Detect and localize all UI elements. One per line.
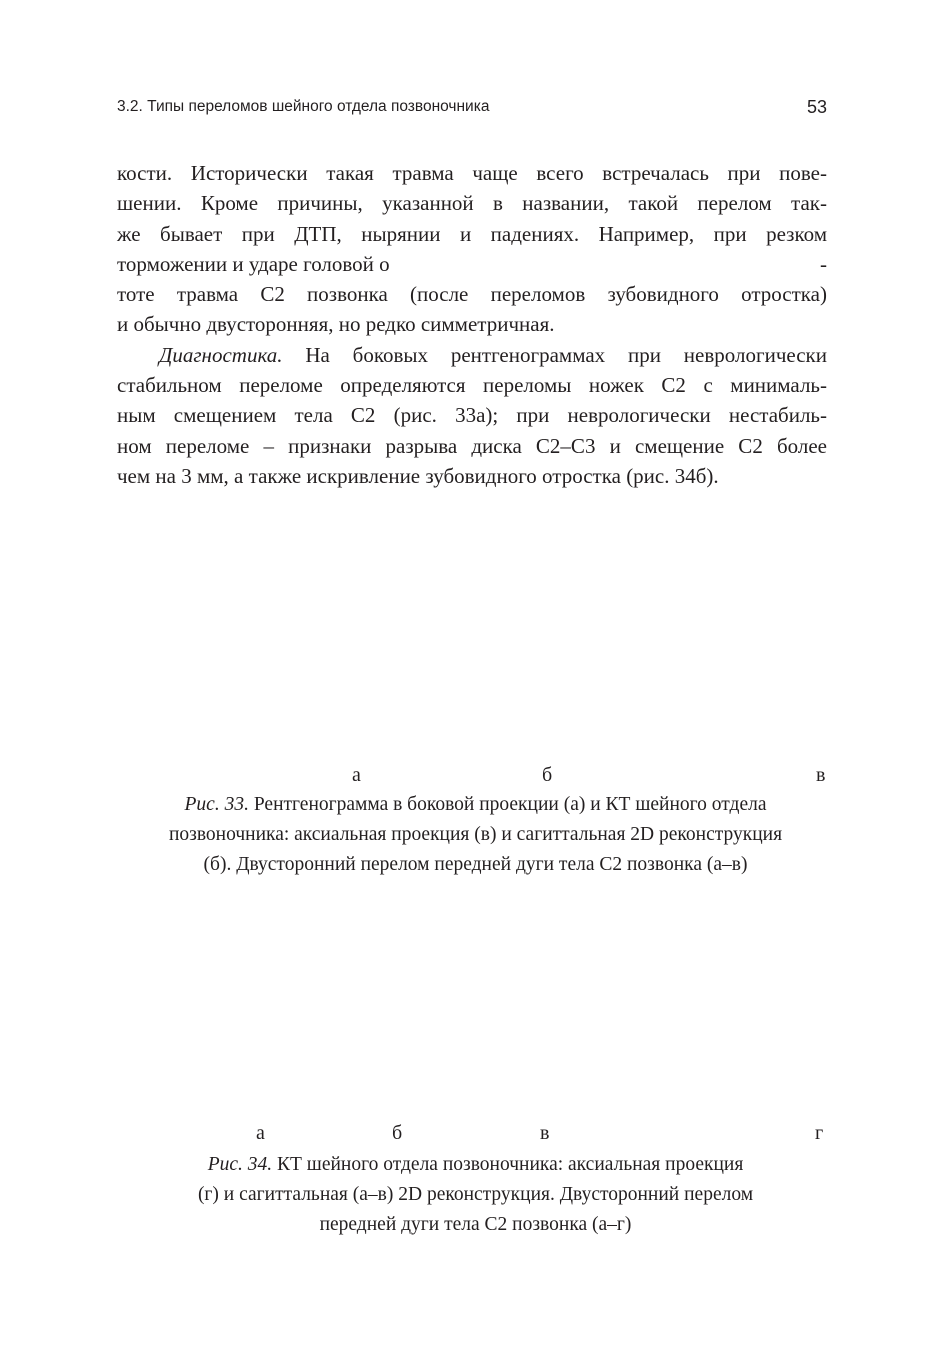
text-line xyxy=(117,400,827,430)
text-line xyxy=(117,219,827,249)
caption-line xyxy=(100,790,851,820)
caption-text: Рентгенограмма в боковой проекции (а) и КТ шейного отдела xyxy=(248,794,767,815)
text-line-content: торможении и ударе головой о xyxy=(117,251,390,276)
text-line-content: чем на 3 мм, а также искривление зубовидного отростка (рис. 34б). xyxy=(117,463,719,488)
figure-33-caption xyxy=(100,790,851,880)
section-title: 3.2. Типы переломов шейного отдела позвоночника xyxy=(117,98,490,115)
text-line xyxy=(117,340,827,370)
caption-figure-number: Рис. 34. xyxy=(207,1154,273,1175)
caption-line xyxy=(100,1150,851,1180)
panel-label-b: б xyxy=(542,764,553,786)
panel-label-v: в xyxy=(540,1122,550,1144)
text-line-content: ном переломе – признаки разрыва диска С2–С3 и смещение С2 более xyxy=(117,433,827,458)
text-line xyxy=(117,188,827,218)
figure-34-caption xyxy=(100,1150,851,1240)
panel-label-g: г xyxy=(815,1122,824,1144)
text-line xyxy=(117,249,827,279)
text-line-content: тоте травма С2 позвонка (после переломов зубовидного отростка) xyxy=(117,282,827,307)
text-line-rest: На боковых рентгенограммах при неврологически xyxy=(282,342,827,367)
text-line xyxy=(117,158,827,188)
text-line-content: стабильном переломе определяются переломы ножек С2 с минималь- xyxy=(117,373,827,398)
caption-text: КТ шейного отдела позвоночника: аксиальная проекция xyxy=(272,1154,744,1175)
paragraph-1 xyxy=(117,158,827,340)
panel-label-a: а xyxy=(256,1122,265,1144)
panel-label-v: в xyxy=(816,764,826,786)
text-line xyxy=(117,461,827,491)
text-line xyxy=(117,431,827,461)
caption-line: позвоночника: аксиальная проекция (в) и сагиттальная 2D реконструкция xyxy=(168,824,783,845)
text-line-content: и обычно двусторонняя, но редко симметричная. xyxy=(117,312,555,337)
page-number: 53 xyxy=(806,96,827,117)
caption-line: передней дуги тела С2 позвонка (а–г) xyxy=(319,1214,632,1235)
diagnostics-heading: Диагностика. xyxy=(159,342,283,367)
text-line-content: шении. Кроме причины, указанной в названии, такой перелом так- xyxy=(117,191,827,216)
panel-label-a: а xyxy=(352,764,361,786)
text-line xyxy=(117,309,827,339)
text-line-content: ным смещением тела С2 (рис. 33а); при неврологически нестабиль- xyxy=(117,403,827,428)
text-line-content: же бывает при ДТП, нырянии и падениях. Например, при резком xyxy=(117,221,827,246)
text-line-content xyxy=(159,340,827,370)
text-line xyxy=(117,370,827,400)
running-header xyxy=(117,94,827,120)
caption-figure-number: Рис. 33. xyxy=(184,794,249,815)
figure-34-panel-labels xyxy=(0,1122,951,1150)
text-line-content: кости. Исторически такая травма чаще всего встречалась при пове- xyxy=(117,161,827,185)
text-line xyxy=(117,279,827,309)
hyphen: - xyxy=(820,251,827,276)
body-text xyxy=(117,158,827,491)
paragraph-2 xyxy=(117,340,827,491)
caption-line: (г) и сагиттальная (а–в) 2D реконструкция. Двусторонний перелом xyxy=(197,1184,754,1205)
caption-line: (б). Двусторонний перелом передней дуги тела С2 позвонка (а–в) xyxy=(203,854,748,875)
panel-label-b: б xyxy=(392,1122,403,1144)
figure-33-panel-labels xyxy=(0,764,951,792)
